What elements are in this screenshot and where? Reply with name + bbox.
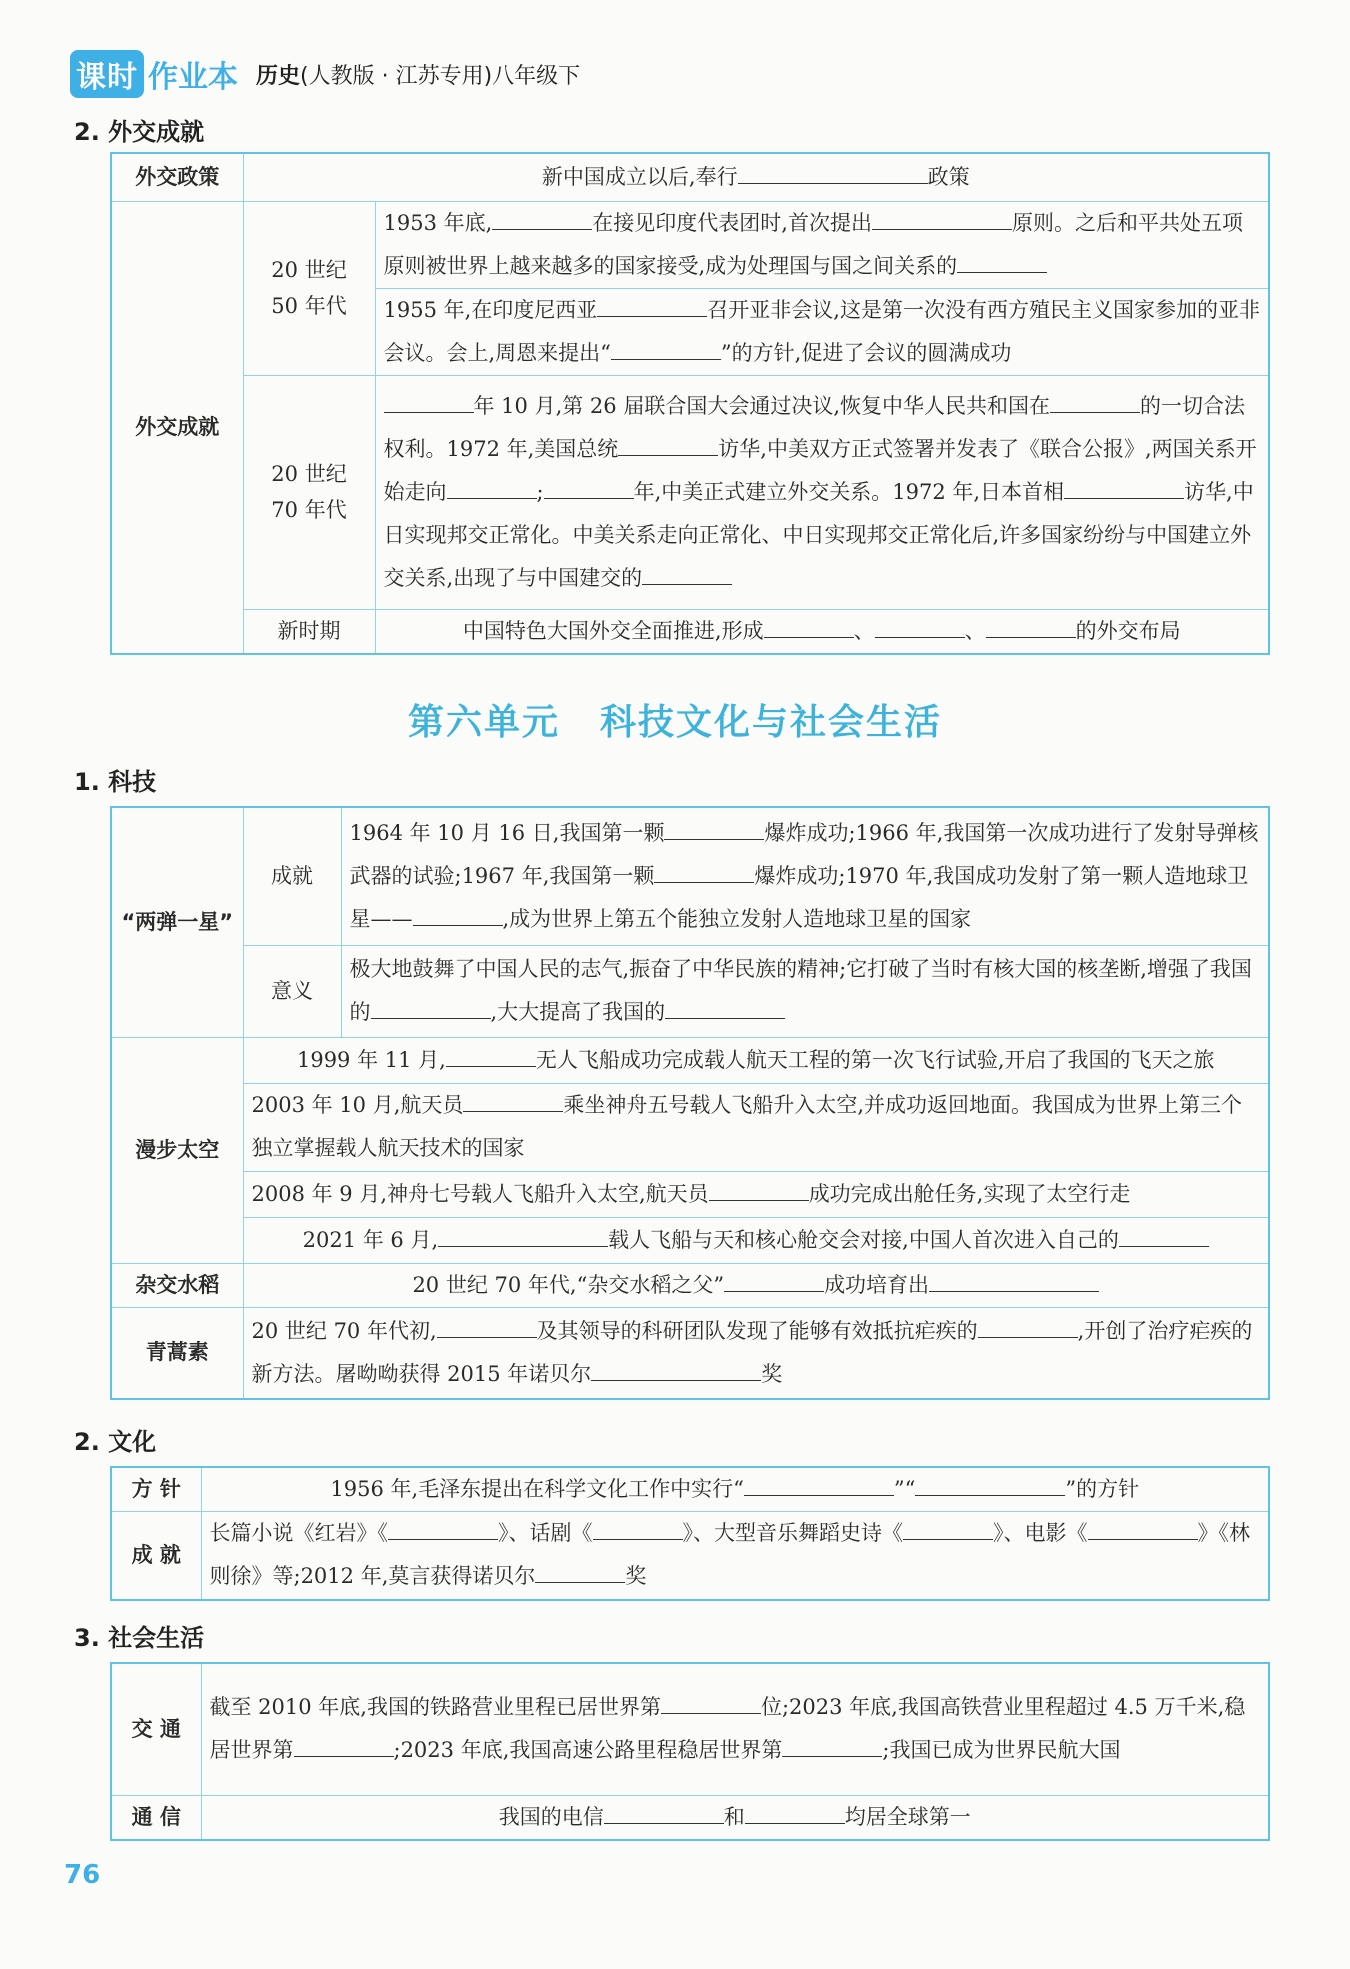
- blank[interactable]: [654, 861, 754, 883]
- blank[interactable]: [1064, 477, 1184, 499]
- cell-traffic: 截至 2010 年底,我国的铁路营业里程已居世界第 位;2023 年底,我国高铁营业里程超过 4.5 万千米,稳居世界第 ;2023 年底,我国高速公路里程稳居世界第 ;我国已成为世界民航大国: [201, 1663, 1269, 1795]
- blank[interactable]: [1119, 1225, 1209, 1247]
- section-heading-social: 3. 社会生活: [74, 1624, 205, 1652]
- cell-artemisinin: 20 世纪 70 年代初, 及其领导的科研团队发现了能够有效抵抗疟疾的 ,开创了治疗疟疾的新方法。屠呦呦获得 2015 年诺贝尔 奖: [243, 1307, 1269, 1399]
- cell-culture-achievement: 长篇小说《红岩》《 》、话剧《 》、大型音乐舞蹈史诗《 》、电影《 》《林则徐》等;2012 年,莫言获得诺贝尔 奖: [201, 1512, 1269, 1600]
- diplomacy-table: [110, 152, 1270, 655]
- foreign-policy-cell: 新中国成立以后,奉行 政策: [243, 153, 1269, 201]
- label-achievement: 成就: [243, 807, 341, 945]
- blank[interactable]: [929, 1270, 1099, 1292]
- blank[interactable]: [978, 1316, 1078, 1338]
- period-1970s: 20 世纪 70 年代: [243, 375, 375, 609]
- blank[interactable]: [915, 1474, 1065, 1496]
- label-artemisinin: 青蒿素: [111, 1307, 243, 1399]
- cell-hybrid-rice: 20 世纪 70 年代,“杂交水稻之父” 成功培育出: [243, 1263, 1269, 1307]
- blank[interactable]: [593, 1518, 683, 1540]
- label-communication: 通 信: [111, 1795, 201, 1840]
- blank[interactable]: [744, 1474, 894, 1496]
- label-foreign-policy: 外交政策: [111, 153, 243, 201]
- blank[interactable]: [413, 904, 503, 926]
- label-traffic: 交 通: [111, 1663, 201, 1795]
- blank[interactable]: [384, 391, 474, 413]
- label-space: 漫步太空: [111, 1037, 243, 1263]
- blank[interactable]: [544, 477, 634, 499]
- section-heading-tech: 1. 科技: [74, 768, 157, 796]
- space-2021: 2021 年 6 月, 载人飞船与天和核心舱交会对接,中国人首次进入自己的: [243, 1217, 1269, 1263]
- space-1999: 1999 年 11 月, 无人飞船成功完成载人航天工程的第一次飞行试验,开启了我国的飞天之旅: [243, 1037, 1269, 1083]
- label-hybrid-rice: 杂交水稻: [111, 1263, 243, 1307]
- space-2008: 2008 年 9 月,神舟七号载人飞船升入太空,航天员 成功完成出舱任务,实现了太空行走: [243, 1171, 1269, 1217]
- blank[interactable]: [661, 1692, 761, 1714]
- blank[interactable]: [618, 434, 718, 456]
- cell-achievement: 1964 年 10 月 16 日,我国第一颗 爆炸成功;1966 年,我国第一次成功进行了发射导弹核武器的试验;1967 年,我国第一颗 爆炸成功;1970 年,我国成功发射了第一颗人造地球卫星—— ,成为世界上第五个能独立发射人造地球卫星的国家: [341, 807, 1269, 945]
- text-1955: 1955 年,在印度尼西亚 召开亚非会议,这是第一次没有西方殖民主义国家参加的亚非会议。会上,周恩来提出“ ”的方针,促进了会议的圆满成功: [376, 289, 1269, 375]
- social-table: [110, 1662, 1270, 1841]
- unit-title: 第六单元 科技文化与社会生活: [407, 702, 943, 743]
- blank[interactable]: [294, 1735, 394, 1757]
- cell-new-era: 中国特色大国外交全面推进,形成 、 、 的外交布局: [375, 609, 1269, 654]
- subject-title: [256, 59, 580, 90]
- blank[interactable]: [388, 1518, 498, 1540]
- cell-communication: 我国的电信 和 均居全球第一: [201, 1795, 1269, 1840]
- cell-1950s: [375, 201, 1269, 375]
- blank[interactable]: [782, 1735, 882, 1757]
- blank[interactable]: [463, 1090, 563, 1112]
- culture-table: [110, 1466, 1270, 1601]
- label-significance: 意义: [243, 945, 341, 1037]
- space-2003: 2003 年 10 月,航天员 乘坐神舟五号载人飞船升入太空,并成功返回地面。我国成为世界上第三个独立掌握载人航天技术的国家: [243, 1083, 1269, 1171]
- blank[interactable]: [724, 1270, 824, 1292]
- label-culture-achievement: 成 就: [111, 1512, 201, 1600]
- cell-culture-policy: 1956 年,毛泽东提出在科学文化工作中实行“ ”“ ”的方针: [201, 1467, 1269, 1512]
- label-two-bombs-one-satellite: “两弹一星”: [111, 807, 243, 1037]
- blank[interactable]: [738, 162, 928, 184]
- blank[interactable]: [604, 1802, 724, 1824]
- blank[interactable]: [1088, 1518, 1198, 1540]
- period-1950s: 20 世纪 50 年代: [243, 201, 375, 375]
- cell-1970s: 年 10 月,第 26 届联合国大会通过决议,恢复中华人民共和国在 的一切合法权利。1972 年,美国总统 访华,中美双方正式签署并发表了《联合公报》,两国关系开始走向 ; 年,中美正式建立外交关系。1972 年,日本首相 访华,中日实现邦交正常化。中美关系走向正常化、中日实现邦交正常化后,许多国家纷纷与中国建立外交关系,出现了与中国建交的: [375, 375, 1269, 609]
- blank[interactable]: [986, 616, 1076, 638]
- page-header: [70, 48, 580, 100]
- blank[interactable]: [875, 616, 965, 638]
- blank[interactable]: [642, 563, 732, 585]
- blank[interactable]: [438, 1225, 608, 1247]
- blank[interactable]: [1050, 391, 1140, 413]
- blank[interactable]: [665, 997, 785, 1019]
- section-heading-culture: 2. 文化: [74, 1428, 157, 1456]
- blank[interactable]: [872, 208, 1012, 230]
- text-1953: 1953 年底, 在接见印度代表团时,首次提出 原则。之后和平共处五项原则被世界上越来越多的国家接受,成为处理国与国之间关系的: [376, 202, 1269, 289]
- blank[interactable]: [957, 251, 1047, 273]
- subject-rest: (人教版 · 江苏专用)八年级下: [300, 63, 581, 89]
- blank[interactable]: [591, 1359, 761, 1381]
- blank[interactable]: [535, 1561, 625, 1583]
- cell-significance: 极大地鼓舞了中国人民的志气,振奋了中华民族的精神;它打破了当时有核大国的核垄断,增强了我国的 ,大大提高了我国的: [341, 945, 1269, 1037]
- section-heading-diplomacy: 2. 外交成就: [74, 118, 205, 146]
- blank[interactable]: [446, 1045, 536, 1067]
- blank[interactable]: [764, 616, 854, 638]
- period-new-era: 新时期: [243, 609, 375, 654]
- blank[interactable]: [903, 1518, 993, 1540]
- label-culture-policy: 方 针: [111, 1467, 201, 1512]
- blank[interactable]: [664, 818, 764, 840]
- tech-table: [110, 806, 1270, 1400]
- blank[interactable]: [371, 997, 491, 1019]
- blank[interactable]: [597, 295, 707, 317]
- blank[interactable]: [492, 208, 592, 230]
- page-number: 76: [64, 1860, 101, 1890]
- subject-main: 历史: [256, 63, 301, 89]
- blank[interactable]: [745, 1802, 845, 1824]
- blank[interactable]: [709, 1179, 809, 1201]
- blank[interactable]: [447, 477, 537, 499]
- label-achievements: 外交成就: [111, 201, 243, 654]
- blank[interactable]: [437, 1316, 537, 1338]
- logo-text: 作业本: [148, 60, 238, 95]
- blank[interactable]: [611, 338, 721, 360]
- logo: 课时: [70, 50, 144, 98]
